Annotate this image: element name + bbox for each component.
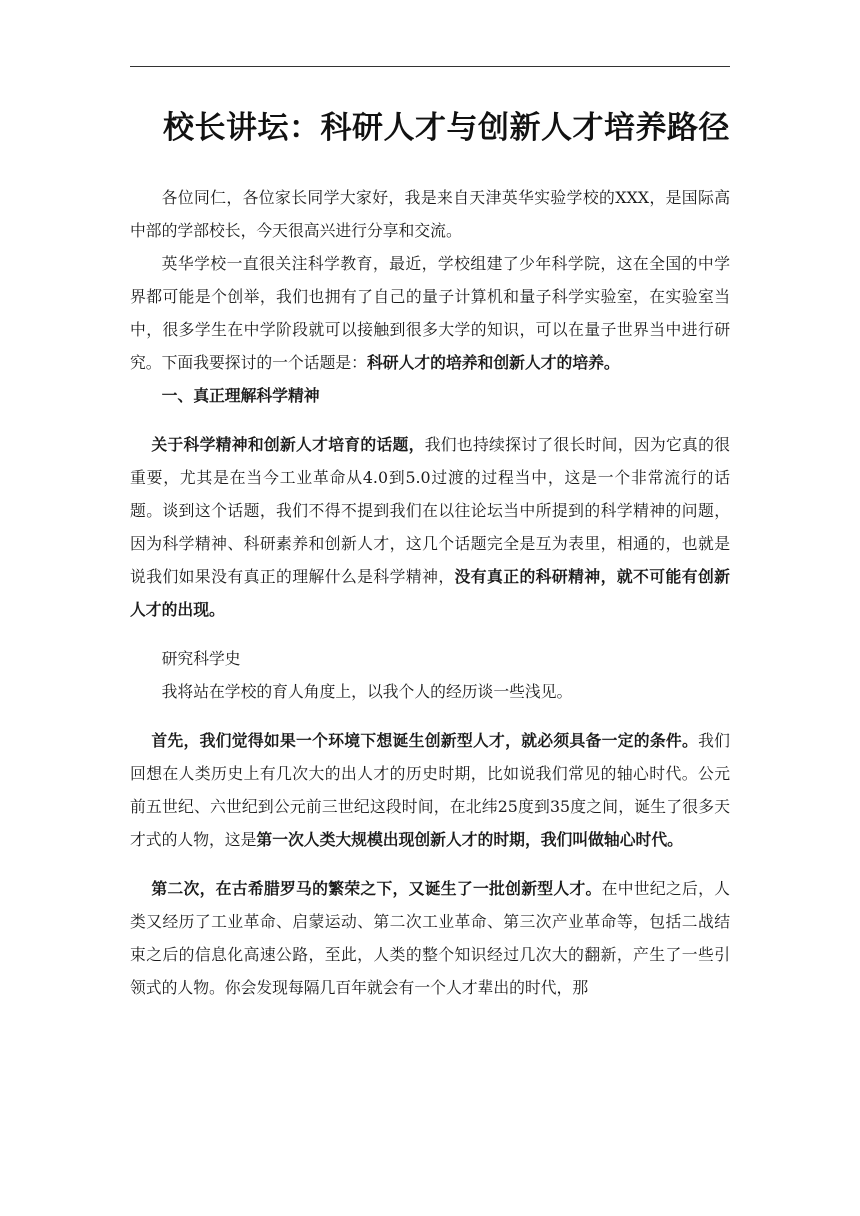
paragraph-perspective: 我将站在学校的育人角度上，以我个人的经历谈一些浅见。 [161, 682, 573, 701]
document-title: 校长讲坛：科研人才与创新人才培养路径 [163, 110, 730, 146]
paragraph-science-history: 研究科学史 [161, 649, 241, 668]
header-rule [130, 66, 730, 67]
paragraph-scientific-spirit: 关于科学精神和创新人才培育的话题，我们也持续探讨了很长时间，因为它真的很重要，尤其是在当今工业革命从4.0到5.0过渡的过程当中，这是一个非常流行的话题。谈到这个话题，我们不得不提到我们在以往论坛当中所提到的科学精神的问题，因为科学精神、科研素养和创新人才，这几个话题完全是互为表里，相通的，也就是说我们如果没有真正的理解什么是科学精神，没有真正的科研精神，就不可能有创新人才的出现。 [130, 435, 730, 619]
section-heading: 一、真正理解科学精神 [161, 386, 320, 405]
paragraph-second-era: 第二次，在古希腊罗马的繁荣之下，又诞生了一批创新型人才。在中世纪之后，人类又经历了工业革命、启蒙运动、第二次工业革命、第三次产业革命等，包括二战结束之后的信息化高速公路，至此，人类的整个知识经过几次大的翻新，产生了一些引领式的人物。你会发现每隔几百年就会有一个人才辈出的时代，那 [130, 879, 730, 997]
paragraph-school-intro: 英华学校一直很关注科学教育，最近，学校组建了少年科学院，这在全国的中学界都可能是个创举，我们也拥有了自己的量子计算机和量子科学实验室，在实验室当中，很多学生在中学阶段就可以接触到很多大学的知识，可以在量子世界当中进行研究。下面我要探讨的一个话题是：科研人才的培养和创新人才的培养。 [130, 254, 730, 372]
paragraph-greeting: 各位同仁，各位家长同学大家好，我是来自天津英华实验学校的XXX，是国际高中部的学部校长，今天很高兴进行分享和交流。 [130, 188, 730, 240]
paragraph-axial-age: 首先，我们觉得如果一个环境下想诞生创新型人才，就必须具备一定的条件。我们回想在人类历史上有几次大的出人才的历史时期，比如说我们常见的轴心时代。公元前五世纪、六世纪到公元前三世纪这段时间，在北纬25度到35度之间，诞生了很多天才式的人物，这是第一次人类大规模出现创新人才的时期，我们叫做轴心时代。 [130, 731, 730, 849]
document-body [130, 181, 730, 1004]
